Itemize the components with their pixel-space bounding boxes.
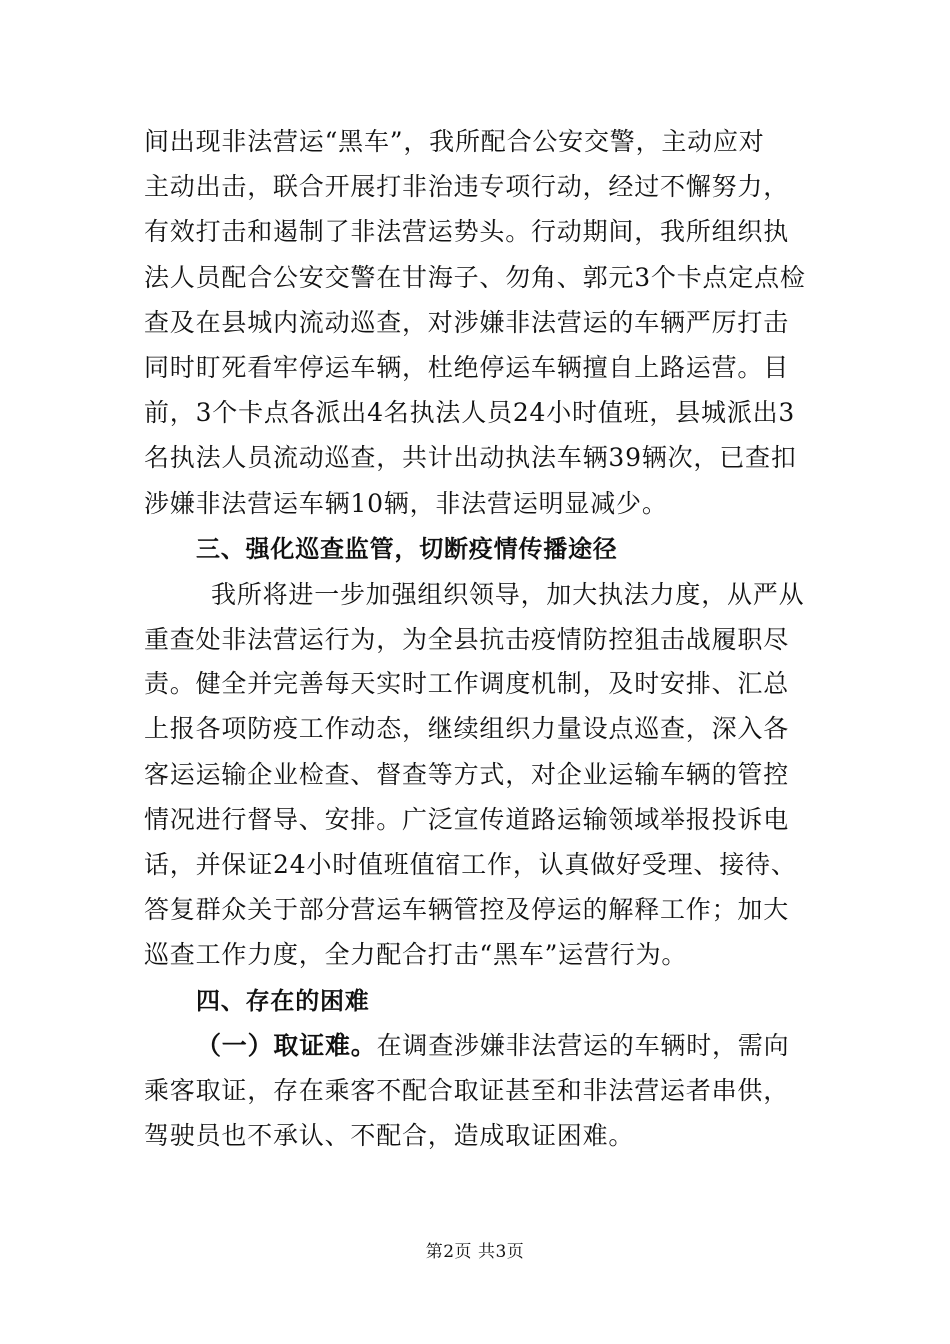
paragraph-1-line: 名执法人员流动巡查，共计出动执法车辆39辆次，已查扣 <box>144 443 797 473</box>
paragraph-1-line: 主动出击，联合开展打非治违专项行动，经过不懈努力， <box>144 172 790 202</box>
paragraph-1-line: 查及在县城内流动巡查，对涉嫌非法营运的车辆严厉打击 <box>144 307 790 337</box>
paragraph-1-line: 法人员配合公安交警在甘海子、勿角、郭元3个卡点定点检 <box>144 262 806 292</box>
section-4-item-1-first-line <box>196 1026 789 1066</box>
paragraph-1-line: 有效打击和遏制了非法营运势头。行动期间，我所组织执 <box>144 217 790 247</box>
section-4-heading: 四、存在的困难 <box>196 987 370 1015</box>
section-4-item-1-text: 在调查涉嫌非法营运的车辆时，需向 <box>376 1031 790 1060</box>
section-3-line: 重查处非法营运行为，为全县抗击疫情防控狙击战履职尽 <box>144 625 790 654</box>
section-3-line: 责。健全并完善每天实时工作调度机制，及时安排、汇总 <box>144 669 790 698</box>
paragraph-1-line: 前，3个卡点各派出4名执法人员24小时值班，县城派出3 <box>144 398 796 428</box>
section-3-heading: 三、强化巡查监管，切断疫情传播途径 <box>196 535 618 563</box>
paragraph-1-line: 同时盯死看牢停运车辆，杜绝停运车辆擅自上路运营。目 <box>144 353 790 382</box>
section-4-item-1-line: 驾驶员也不承认、不配合，造成取证困难。 <box>144 1121 635 1150</box>
section-3-line: 答复群众关于部分营运车辆管控及停运的解释工作；加大 <box>144 895 790 924</box>
section-3-line: 话，并保证24小时值班值宿工作，认真做好受理、接待、 <box>144 850 797 879</box>
section-3-line: 上报各项防疫工作动态，继续组织力量设点巡查，深入各 <box>144 714 790 743</box>
paragraph-1-line: 涉嫌非法营运车辆10辆，非法营运明显减少。 <box>144 488 668 518</box>
section-3-line: 我所将进一步加强组织领导，加大执法力度，从严从 <box>211 580 805 609</box>
section-4-item-1-label: （一）取证难。 <box>196 1031 377 1060</box>
paragraph-1-line: 间出现非法营运“黑车”，我所配合公安交警，主动应对 <box>144 127 765 156</box>
section-3-line: 客运运输企业检查、督查等方式，对企业运输车辆的管控 <box>144 760 790 789</box>
section-3-line: 情况进行督导、安排。广泛宣传道路运输领域举报投诉电 <box>144 805 790 834</box>
section-4-item-1-line: 乘客取证，存在乘客不配合取证甚至和非法营运者串供， <box>144 1076 790 1105</box>
page-footer: 第2页 共3页 <box>425 1242 525 1262</box>
section-3-line: 巡查工作力度，全力配合打击“黑车”运营行为。 <box>144 940 688 969</box>
